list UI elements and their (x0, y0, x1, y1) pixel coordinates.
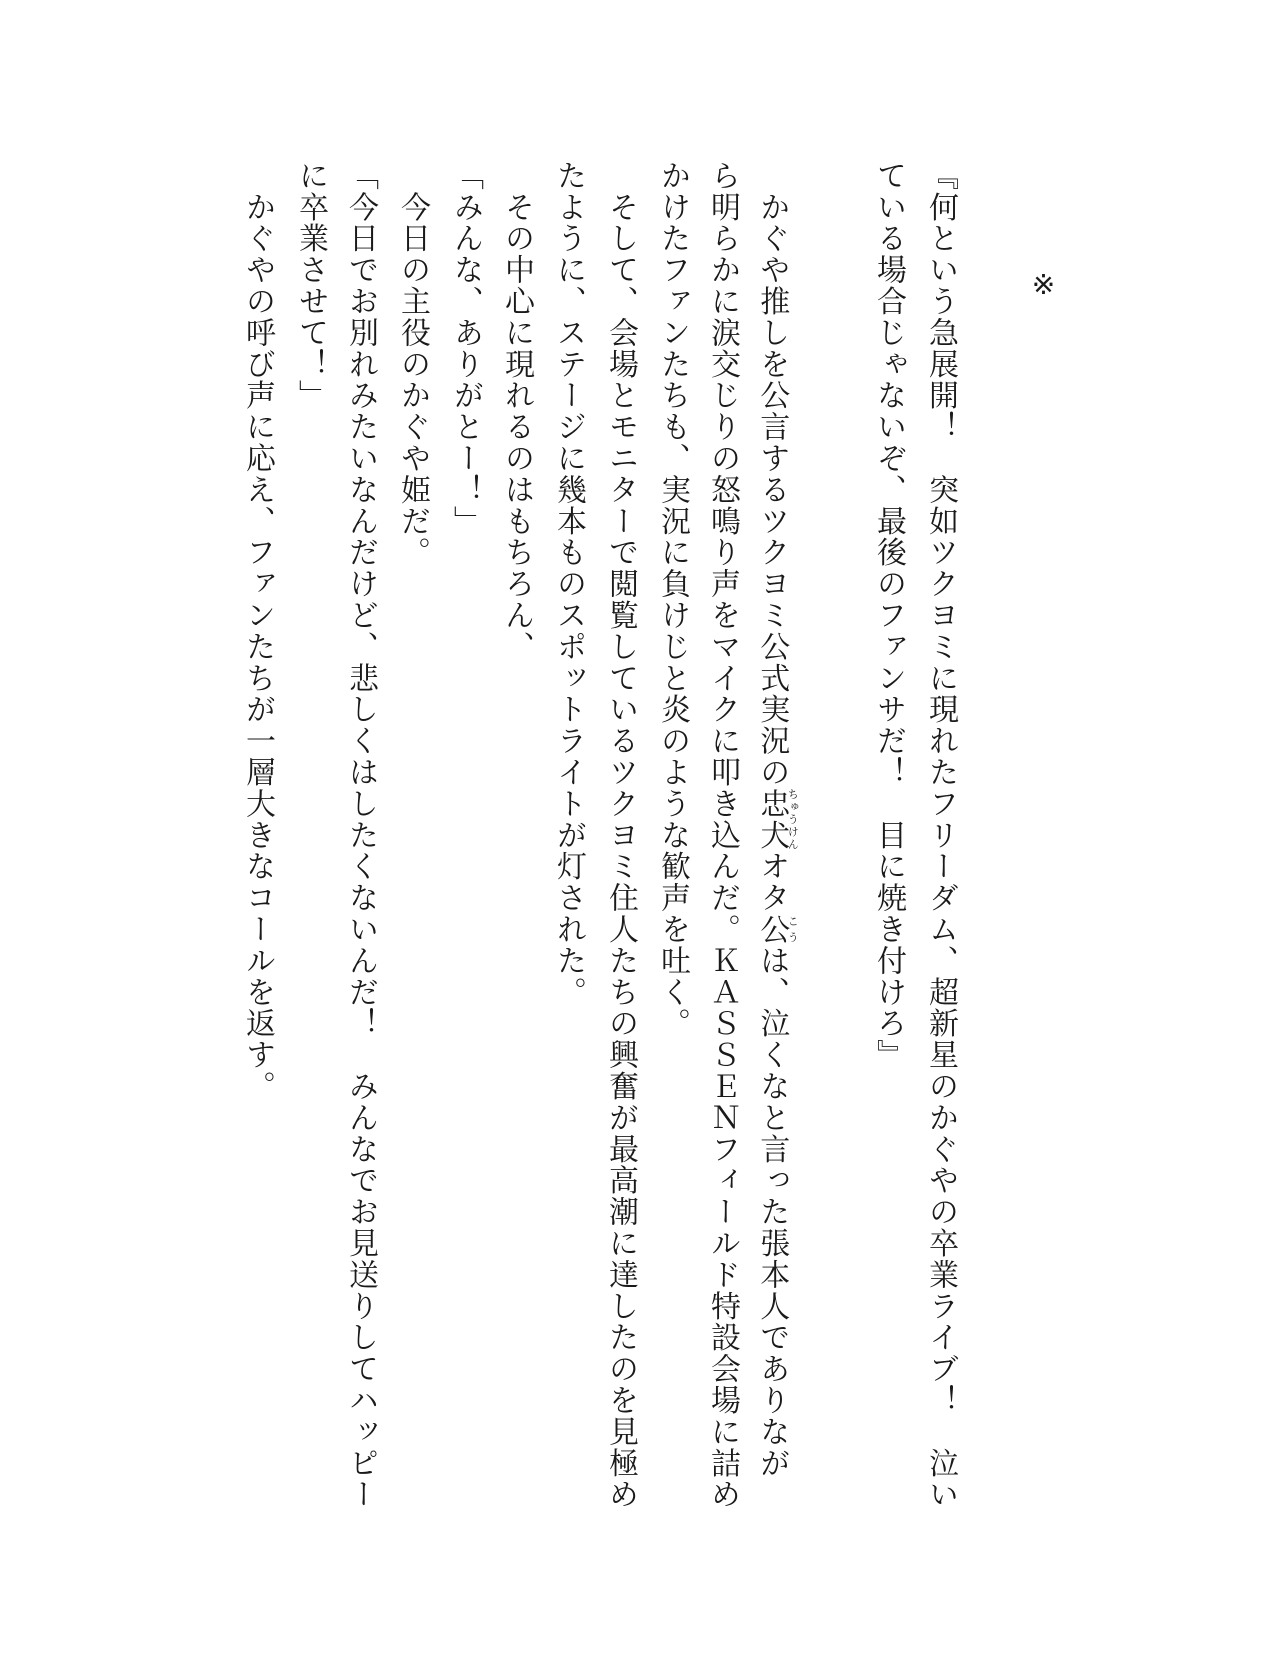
ruby-reading: ちゅうけん (786, 788, 800, 851)
text-line: 『何という急展開！ 突如ツクヨミに現れたフリーダム、超新星のかぐやの卒業ライブ！ 泣い (923, 160, 958, 1511)
dialogue-line: 「みんな、ありがとー！」 (448, 160, 483, 537)
dialogue-line: に卒業させて！」 (293, 160, 328, 412)
text-line: その中心に現れるのはもちろん、 (499, 160, 534, 663)
text-line: かぐやの呼び声に応え、ファンたちが一層大きなコールを返す。 (240, 160, 275, 1102)
text-line: 今日の主役のかぐや姫だ。 (395, 160, 430, 569)
text-line: かけたファンたちも、実況に負けじと炎のような歓声を吐く。 (655, 160, 690, 1040)
text-segment: オタ (754, 850, 790, 914)
text-line: ている場合じゃないぞ、最後のファンサだ！ 目に焼き付けろ』 (871, 160, 906, 1071)
section-break-mark: ※ (1027, 268, 1060, 303)
text-line: そして、会場とモニターで閲覧しているツクヨミ住人たちの興奮が最高潮に達したのを見極め (603, 160, 638, 1511)
text-line: ら明らかに涙交じりの怒鳴り声をマイクに叩き込んだ。ＫＡＳＳＥＮフィールド特設会場に詰め (705, 160, 740, 1511)
ruby-chuken (754, 788, 800, 851)
ruby-base: 忠犬 (754, 788, 790, 851)
ruby-kou (754, 913, 800, 946)
ruby-base: 公 (754, 913, 790, 946)
text-segment: は、泣くなと言った張本人でありなが (754, 945, 790, 1479)
text-line-with-ruby (751, 160, 799, 1479)
ruby-reading: こう (786, 913, 800, 946)
text-segment: かぐや推しを公言するツクヨミ公式実況の (754, 160, 790, 788)
text-line: たように、ステージに幾本ものスポットライトが灯された。 (551, 160, 586, 1008)
dialogue-line: 「今日でお別れみたいなんだけど、悲しくはしたくないんだ！ みんなでお見送りしてハッピー (343, 160, 378, 1511)
